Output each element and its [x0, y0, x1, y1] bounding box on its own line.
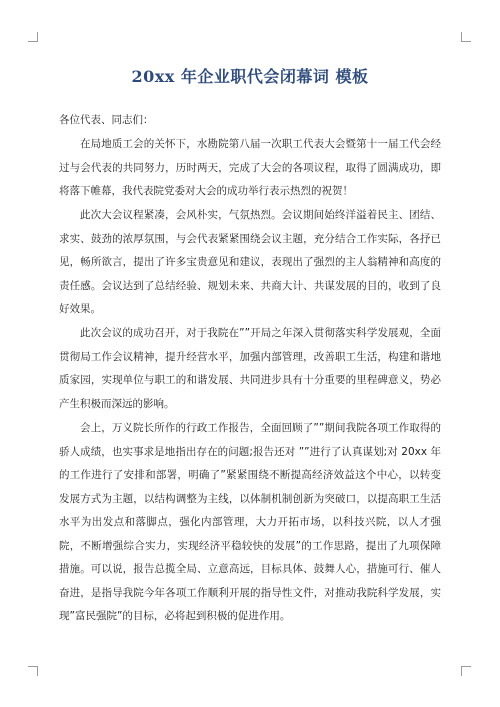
document-title: 20xx 年企业职代会闭幕词 模板 [131, 67, 369, 86]
paragraph-4: 会上，万义院长所作的行政工作报告，全面回顾了””期间我院各项工作取得的骄人成绩，也实事求是地指出存在的问题;报告还对 ””进行了认真谋划;对 20xx 年的工作进行了安排和部署，明确了”紧紧围绕不断提高经济效益这个中心，以转变发展方式为主题，以结构调整为主线，以体制机制创新为突破口，以提高职工生活水平为出发点和落脚点，强化内部管理，大力开拓市场，以科技兴院，以人才强院，不断增强综合实力，实现经济平稳较快的发展”的工作思路，提出了九项保障措施。可以说，报告总揽全局、立意高远，目标具体、鼓舞人心，措施可行、催人奋进，是指导我院今年各项工作顺利开展的指导性文件，对推动我院科学发展，实现”富民强院”的目标，必将起到积极的促进作用。 [59, 422, 441, 622]
crop-mark-top-left [28, 32, 38, 42]
paragraph-2: 此次大会议程紧凑，会风朴实，气氛热烈。会议期间始终洋溢着民主、团结、求实、鼓劲的浓厚氛围，与会代表紧紧围绕会议主题，充分结合工作实际，各抒已见，畅所欲言，提出了许多宝贵意见和建议，表现出了强烈的主人翁精神和高度的责任感。会议达到了总结经验、规划未来、共商大计、共谋发展的目的，收到了良好效果。 [59, 209, 441, 315]
crop-mark-bottom-right [461, 666, 471, 676]
paragraph-3: 此次会议的成功召开，对于我院在””开局之年深入贯彻落实科学发展观，全面贯彻局工作会议精神，提升经营水平，加强内部管理，改善职工生活，构建和谐地质家园，实现单位与职工的和谐发展、共同进步具有十分重要的里程碑意义，势必产生积极而深远的影响。 [59, 327, 441, 410]
crop-mark-bottom-left [28, 666, 38, 676]
crop-mark-top-right [461, 32, 471, 42]
paragraph-1: 在局地质工会的关怀下，水勘院第八届一次职工代表大会暨第十一届工代会经过与会代表的共同努力，历时两天，完成了大会的各项议程，取得了圆满成功，即将落下帷幕，我代表院党委对大会的成功举行表示热烈的祝贺！ [59, 138, 441, 197]
salutation: 各位代表、同志们： [59, 114, 154, 126]
